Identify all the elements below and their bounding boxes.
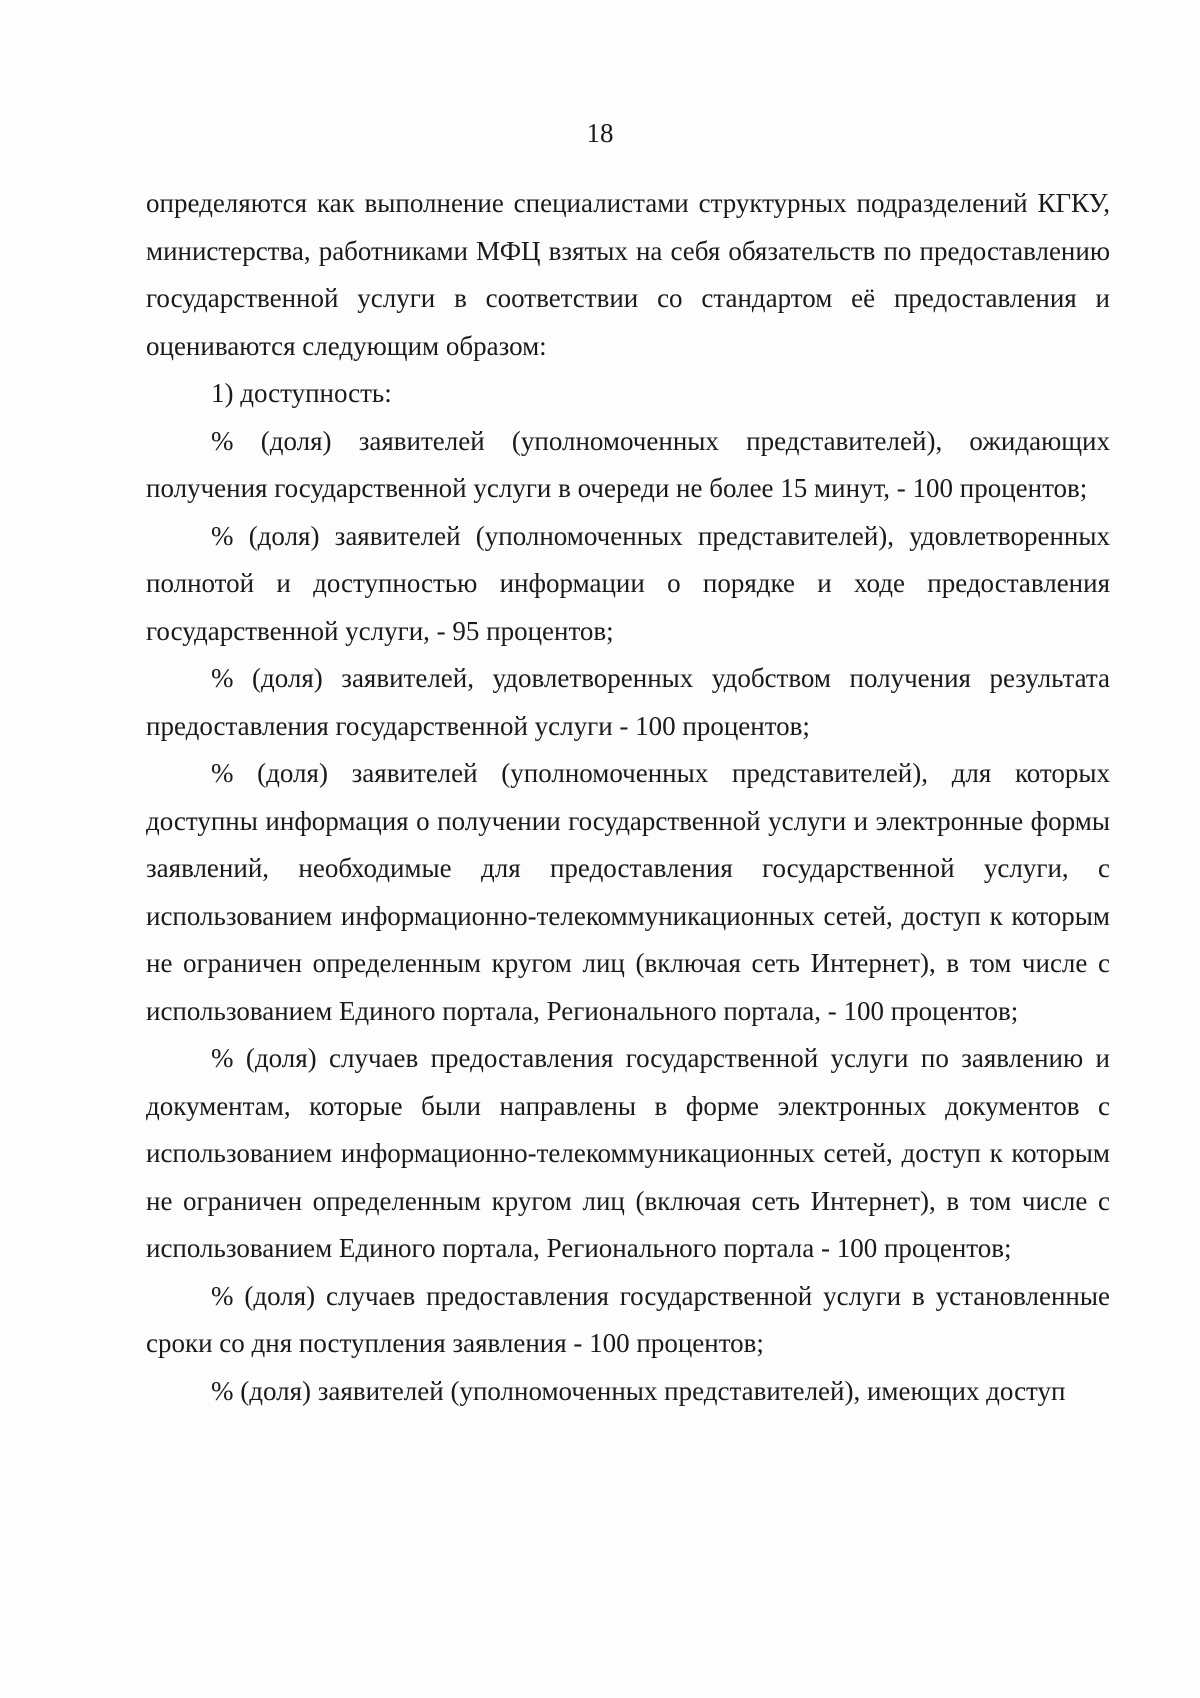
paragraph-online-availability: % (доля) заявителей (уполномоченных представителей), для которых доступны информация о получении государственной услуги и электронные формы заявлений, необходимые для предоставления государственной услуги, с использованием информационно-телекоммуникационных сетей, доступ к которым не ограничен определенным кругом лиц (включая сеть Интернет), в том числе с использованием Единого портала, Регионального портала, - 100 процентов; [146, 758, 1110, 1026]
document-body [146, 180, 1110, 1415]
paragraph-deadlines: % (доля) случаев предоставления государственной услуги в установленные сроки со дня поступления заявления - 100 процентов; [146, 1280, 1110, 1358]
paragraph-availability-heading: 1) доступность: [211, 378, 392, 408]
paragraph-continuation: определяются как выполнение специалистами структурных подразделений КГКУ, министерства, работниками МФЦ взятых на себя обязательств по предоставлению государственной услуги в соответствии со стандартом её предоставления и оцениваются следующим образом: [146, 188, 1110, 361]
paragraph-queue-waiting: % (доля) заявителей (уполномоченных представителей), ожидающих получения государственной услуги в очереди не более 15 минут, - 100 процентов; [146, 425, 1110, 503]
paragraph-result-convenience: % (доля) заявителей, удовлетворенных удобством получения результата предоставления государственной услуги - 100 процентов; [146, 663, 1110, 741]
paragraph-info-satisfaction: % (доля) заявителей (уполномоченных представителей), удовлетворенных полнотой и доступностью информации о порядке и ходе предоставления государственной услуги, - 95 процентов; [146, 520, 1110, 646]
page-number: 18 [586, 118, 614, 148]
paragraph-access: % (доля) заявителей (уполномоченных представителей), имеющих доступ [211, 1375, 1066, 1406]
paragraph-electronic-applications: % (доля) случаев предоставления государственной услуги по заявлению и документам, которые были направлены в форме электронных документов с использованием информационно-телекоммуникационных сетей, доступ к которым не ограничен определенным кругом лиц (включая сеть Интернет), в том числе с использованием Единого портала, Регионального портала - 100 процентов; [146, 1043, 1110, 1263]
